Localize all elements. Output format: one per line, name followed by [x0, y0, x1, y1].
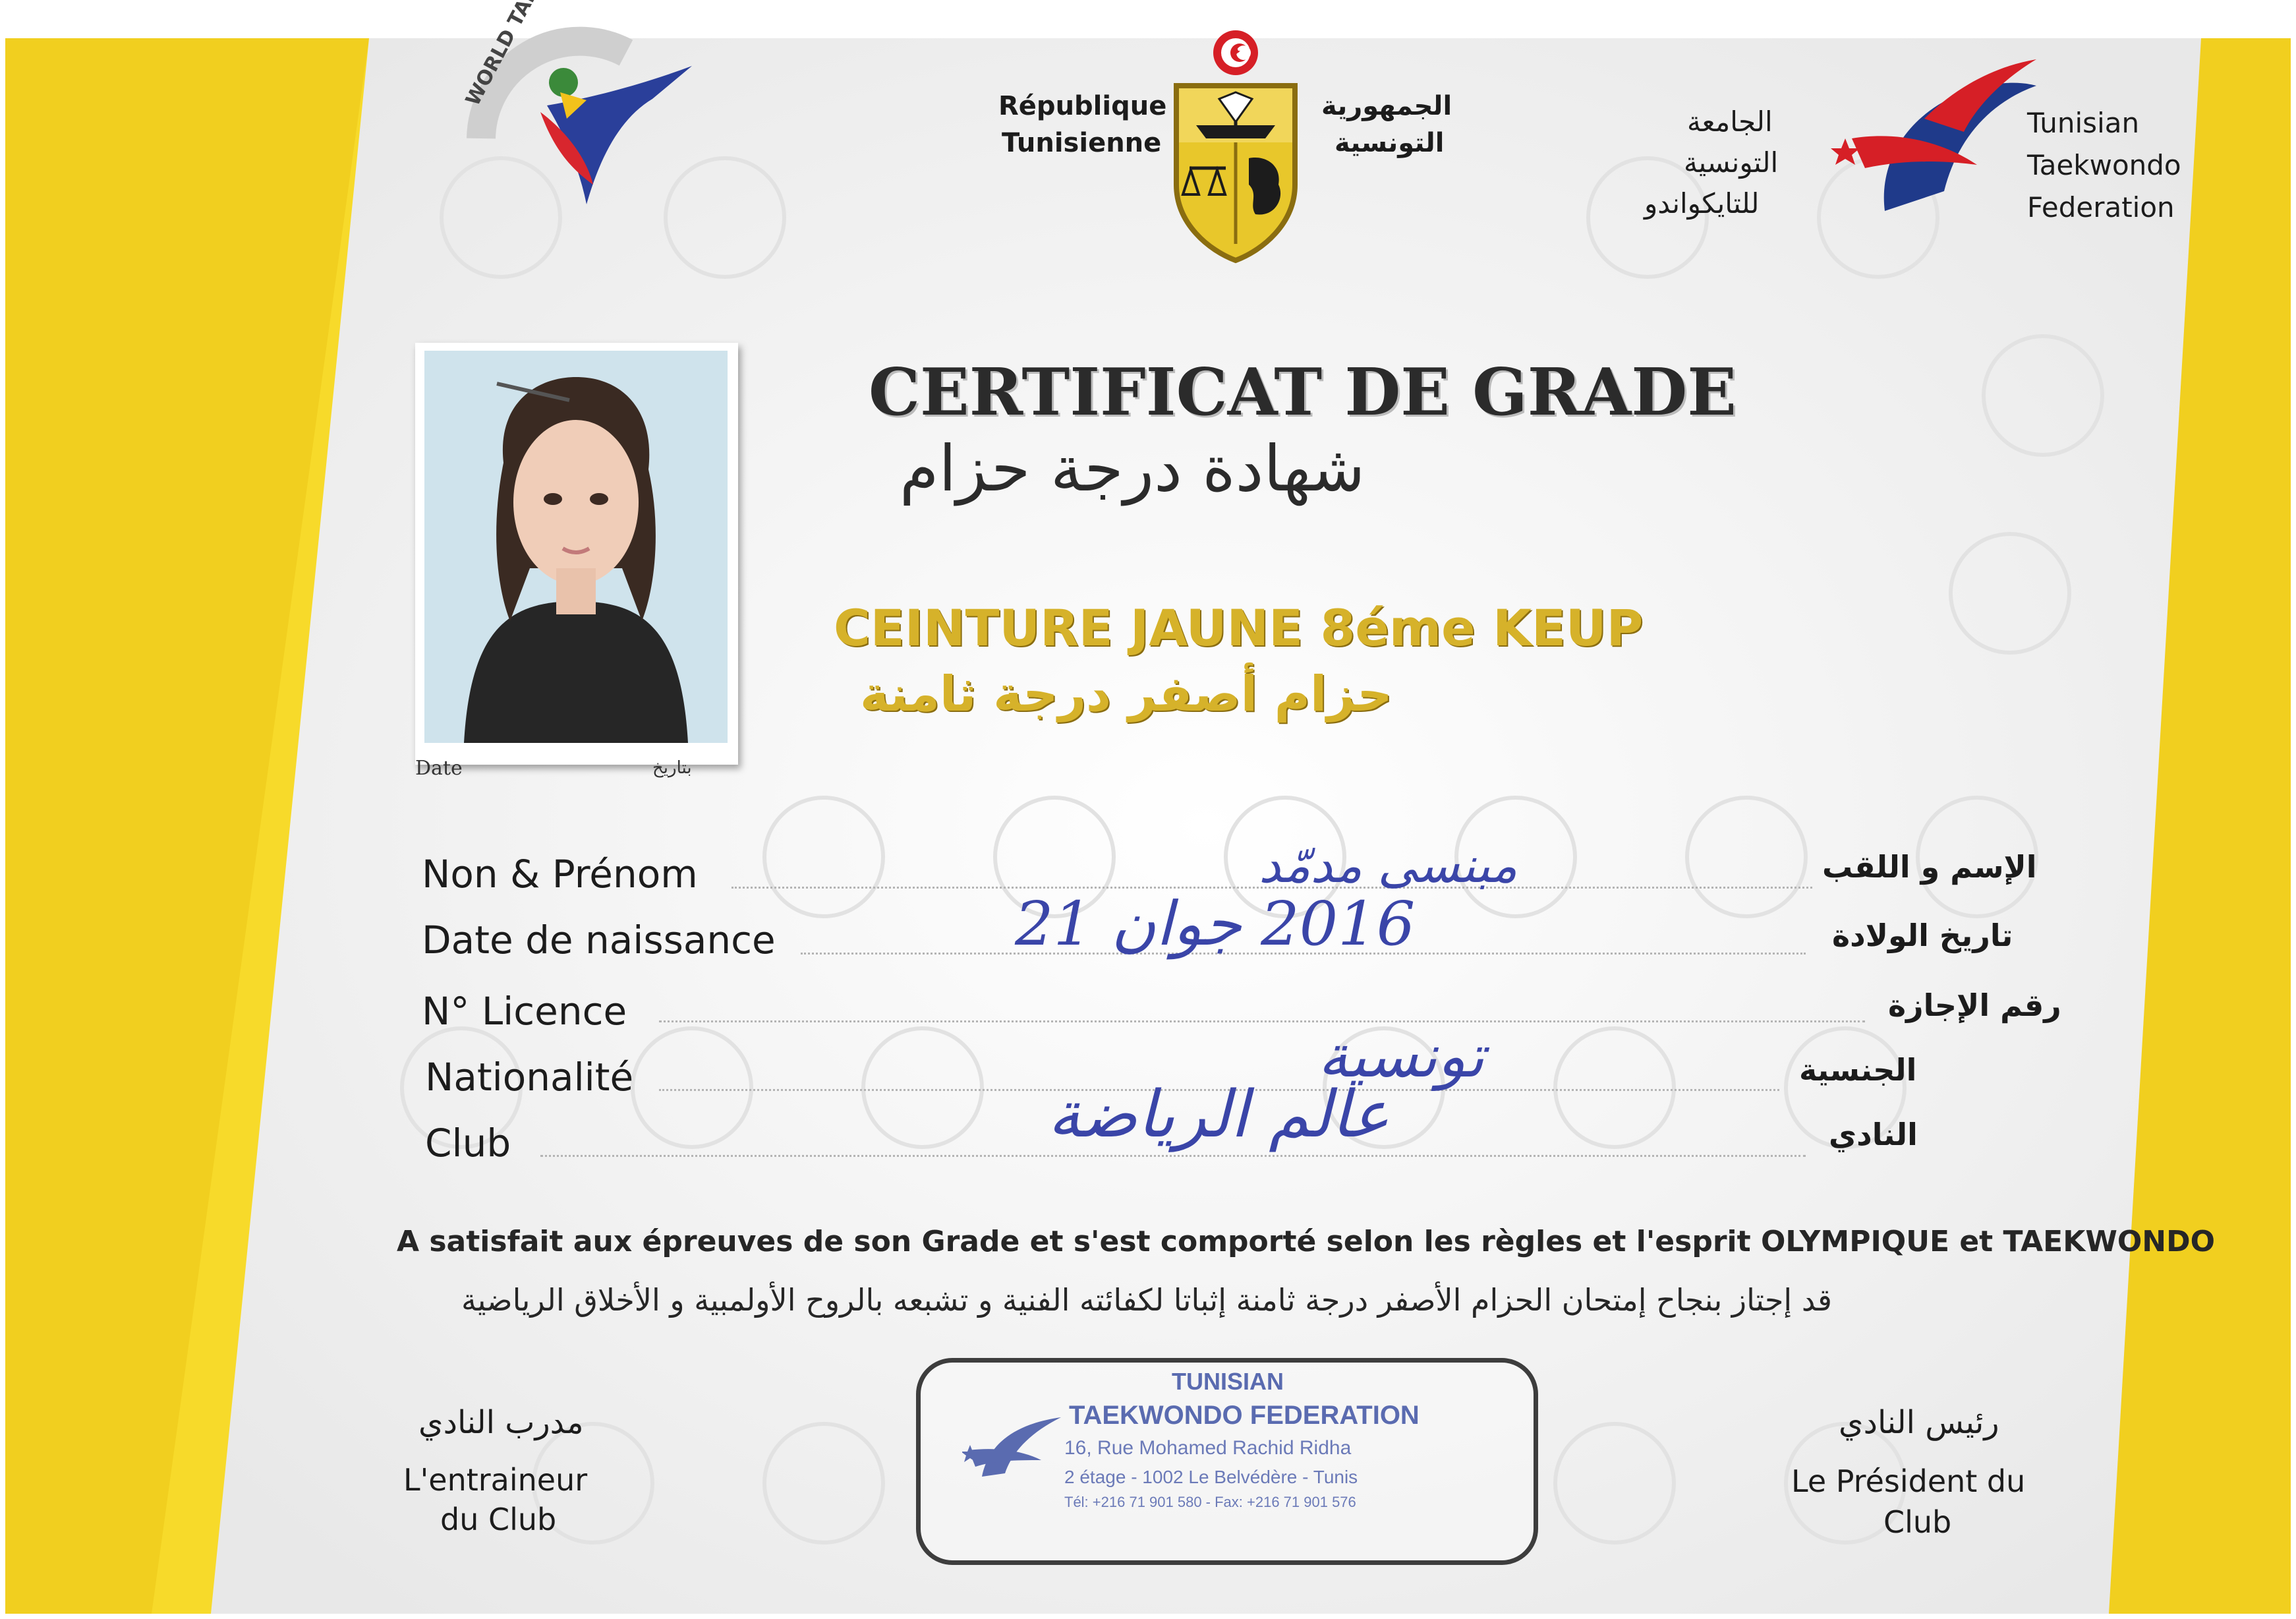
tunisia-coat-of-arms	[1150, 26, 1321, 264]
republic-fr-line-2: Tunisienne	[1002, 128, 1162, 158]
stamp-line-4: 2 étage - 1002 Le Belvédère - Tunis	[1064, 1467, 1358, 1487]
coach-signature-label-ar: مدرب النادي	[418, 1404, 584, 1441]
field-label-fr: Nationalité	[425, 1055, 634, 1100]
field-handwritten-value: 2016 جوان 21	[1015, 889, 1416, 959]
field-label-fr: Non & Prénom	[422, 852, 698, 897]
stamp-logo	[962, 1404, 1068, 1483]
stamp-line-2: TAEKWONDO FEDERATION	[1069, 1401, 1420, 1430]
republic-ar-line-2: التونسية	[1335, 128, 1445, 158]
republic-fr-line-1: République	[998, 91, 1167, 121]
federation-ar-line-2: التونسية	[1684, 146, 1779, 179]
photo-date-ar: بتاريخ	[652, 758, 692, 778]
federation-en-line-1: Tunisian	[2027, 107, 2140, 139]
federation-en-line-3: Federation	[2027, 191, 2175, 223]
field-handwritten-value: مبنسى مدمّد	[1259, 837, 1518, 894]
coach-signature-label-fr-line-2: du Club	[440, 1502, 557, 1537]
federation-en-line-2: Taekwondo	[2027, 149, 2181, 181]
title-ar: شهادة درجة حزام	[900, 432, 1365, 506]
field-dotted-line	[659, 1020, 1865, 1022]
stamp-line-3: 16, Rue Mohamed Rachid Ridha	[1064, 1437, 1352, 1459]
statement-ar: قد إجتاز بنجاح إمتحان الحزام الأصفر درجة ثامنة إثباتا لكفائته الفنية و تشبعه بالروح الأولمبية و الأخلاق الرياضية	[461, 1282, 1832, 1318]
grade-fr: CEINTURE JAUNE 8éme KEUP	[834, 599, 1644, 657]
tunisian-taekwondo-federation-logo	[1825, 40, 2043, 237]
field-label-fr: N° Licence	[422, 989, 627, 1034]
statement-fr: A satisfait aux épreuves de son Grade et s'est comporté selon les règles et l'esprit OLYMPIQUE et TAEKWONDO	[397, 1225, 2216, 1258]
president-signature-label-ar: رئيس النادي	[1839, 1404, 1999, 1441]
stamp-line-5: Tél: +216 71 901 580 - Fax: +216 71 901 576	[1064, 1494, 1356, 1510]
field-label-ar: رقم الإجازة	[1888, 987, 2061, 1023]
field-label-ar: الإسم و اللقب	[1822, 849, 2037, 885]
grade-ar: حزام أصفر درجة ثامنة	[860, 666, 1392, 722]
coach-signature-label-fr-line-1: L'entraineur	[403, 1462, 588, 1498]
field-label-fr: Club	[425, 1121, 511, 1165]
president-signature-label-fr-line-2: Club	[1883, 1504, 1952, 1540]
federation-ar-line-1: الجامعة	[1687, 105, 1773, 138]
republic-ar-line-1: الجمهورية	[1321, 91, 1452, 121]
title-fr: CERTIFICAT DE GRADE	[869, 355, 1736, 430]
student-photo	[424, 351, 728, 743]
stamp-line-1: TUNISIAN	[1172, 1368, 1284, 1395]
photo-date-fr: Date	[415, 757, 463, 780]
field-label-ar: تاريخ الولادة	[1832, 918, 2013, 953]
field-handwritten-value: عالم الرياضة	[1048, 1077, 1390, 1152]
field-label-ar: النادي	[1829, 1117, 1918, 1152]
field-label-ar: الجنسية	[1799, 1052, 1917, 1088]
field-label-fr: Date de naissance	[422, 918, 776, 962]
president-signature-label-fr-line-1: Le Président du	[1791, 1463, 2026, 1499]
field-handwritten-value: تونسية	[1318, 1022, 1485, 1091]
federation-ar-line-3: للتايكواندو	[1644, 187, 1760, 220]
field-dotted-line	[540, 1155, 1806, 1157]
